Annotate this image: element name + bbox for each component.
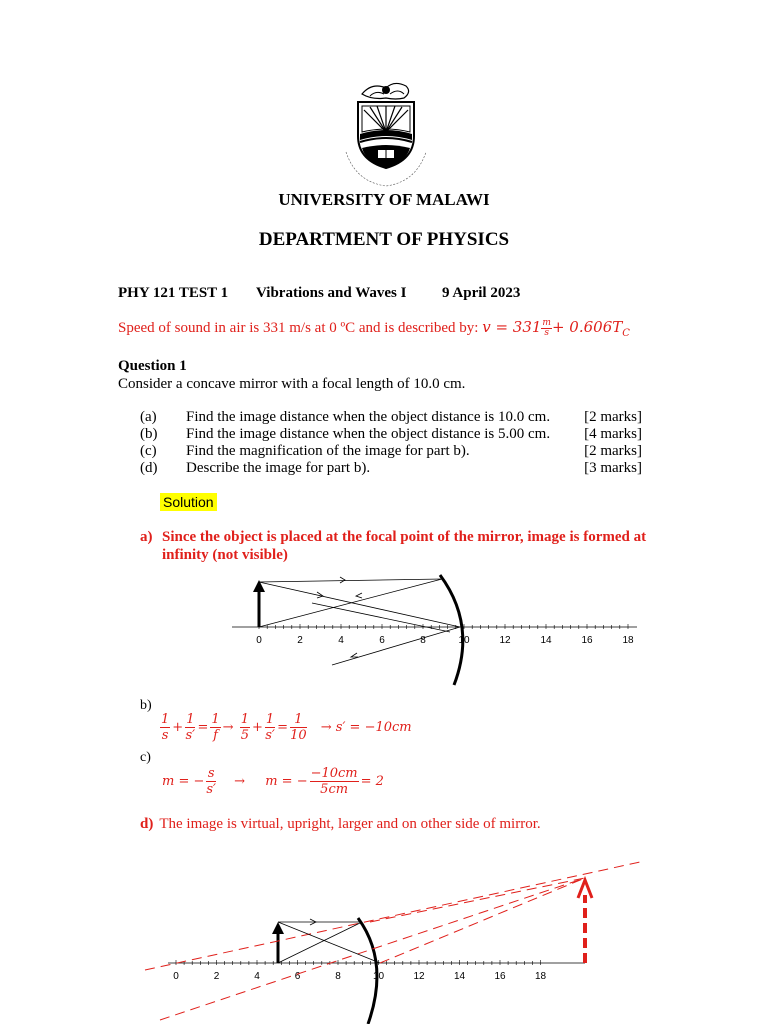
question-part: (c) Find the magnification of the image for part b). [2 marks] [140,443,642,459]
axis-tick-label: 6 [294,971,301,982]
axis-tick-label: 0 [256,635,262,646]
axis-tick-label: 18 [622,635,634,646]
answer-b-label: b) [140,698,152,713]
axis-tick-label: 12 [499,635,511,646]
ray-diagram-part-d [140,850,650,1024]
virtual-rays [145,862,640,1020]
axis-tick-label: 16 [494,971,506,982]
axis-tick-label: 2 [213,971,220,982]
axis-tick-label: 10 [458,635,470,646]
question-part: (a) Find the image distance when the object distance is 10.0 cm. [2 marks] [140,409,642,425]
department-name: DEPARTMENT OF PHYSICS [258,229,510,250]
answer-c-label: c) [140,750,151,765]
formula-right: + 0.606T [551,318,623,336]
axis-tick-label: 6 [379,635,385,646]
axis-tick-label: 18 [534,971,547,982]
question-text: Consider a concave mirror with a focal length of 10.0 cm. [118,376,466,392]
answer-b-result: → s′ = −10cm [320,720,412,735]
answer-b-equation: $\frac{1}{s}$ + $\frac{1}{s'}$ = $\frac{1}{f}$ → $\frac{1}{5}$ + $\frac{1}{s'}$ = $\frac{1}{10}$ → s′ = −10cm [161,712,412,743]
axis-tick-label: 4 [254,971,260,982]
formula-unit: $\frac{m}{s}$ [542,317,551,338]
axis-tick-label: 8 [335,971,341,982]
axis-tick-label: 14 [453,971,466,982]
answer-d [140,816,541,833]
axis-tick-label: 2 [297,635,303,646]
axis-tick-label: 16 [581,635,593,646]
answer-d-label: d) [140,816,154,832]
answer-a-text: Since the object is placed at the focal point of the mirror, image is formed at infinity (not visible) [162,529,647,563]
answer-d-text: The image is virtual, upright, larger and on other side of mirror. [159,816,541,832]
optical-axis [232,624,637,646]
test-info-line [118,285,520,302]
concave-mirror [440,575,463,685]
axis-tick-label: 14 [540,635,552,646]
university-crest-logo [340,82,432,187]
test-code: PHY 121 TEST 1 [118,285,229,301]
test-topic: Vibrations and Waves I [256,285,407,301]
question-parts-list [140,409,650,477]
speed-note-text: Speed of sound in air is 331 m/s at 0 ºC and is described by: [118,320,479,336]
answer-a [140,528,660,564]
ray-diagram-part-a [232,570,642,690]
answer-c-equation: m = − $\frac{s}{s'}$ → m = − $\frac{-10cm}{5cm}$ = 2 [162,766,384,797]
formula-left: v = 331 [482,318,542,336]
axis-tick-label: 12 [413,971,425,982]
axis-tick-label: 0 [173,971,179,982]
axis-tick-label: 10 [372,971,385,982]
question-title: Question 1 [118,358,187,374]
speed-of-sound-note [118,318,630,339]
axis-tick-label: 4 [338,635,344,646]
speed-formula [482,317,630,339]
formula-subscript: C [622,328,630,339]
question-part: (b) Find the image distance when the object distance is 5.00 cm. [4 marks] [140,426,642,442]
test-date: 9 April 2023 [442,285,521,301]
solution-heading: Solution [160,493,217,511]
answer-a-label: a) [140,529,153,545]
university-name: UNIVERSITY OF MALAWI [278,190,490,209]
axis-tick-label: 8 [420,635,426,646]
rays [259,577,460,665]
question-part: (d) Describe the image for part b). [3 marks] [140,460,642,476]
